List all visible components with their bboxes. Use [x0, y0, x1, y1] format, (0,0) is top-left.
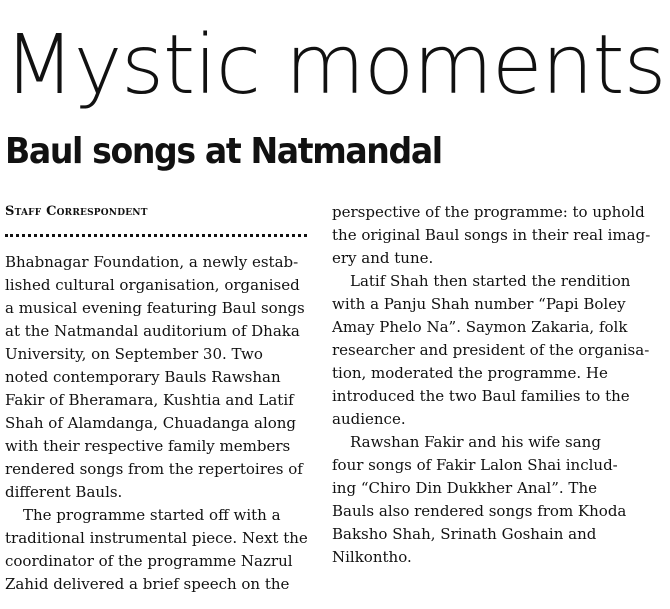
text-line: ing “Chiro Din Dukkher Anal”. The: [332, 479, 597, 497]
article-column-right: [332, 201, 654, 569]
dotted-divider: [5, 234, 307, 237]
text-line: ery and tune.: [332, 249, 434, 267]
text-line: Nilkontho.: [332, 548, 412, 566]
text-line: at the Natmandal auditorium of Dhaka: [5, 322, 300, 340]
text-line: introduced the two Baul families to the: [332, 387, 630, 405]
text-line: University, on September 30. Two: [5, 345, 263, 363]
text-line: researcher and president of the organisa-: [332, 341, 650, 359]
paragraph-start-line: The programme started off with a: [23, 506, 281, 524]
article-body-left: [5, 251, 309, 596]
text-line: four songs of Fakir Lalon Shai includ-: [332, 456, 618, 474]
text-line: a musical evening featuring Baul songs: [5, 299, 305, 317]
text-line: audience.: [332, 410, 406, 428]
text-line: lished cultural organisation, organised: [5, 276, 300, 294]
text-line: Fakir of Bheramara, Kushtia and Latif: [5, 391, 294, 409]
text-line: Zahid delivered a brief speech on the: [5, 575, 290, 593]
text-line: the original Baul songs in their real imag-: [332, 226, 651, 244]
text-line: with their respective family members: [5, 437, 291, 455]
text-line: Shah of Alamdanga, Chuadanga along: [5, 414, 297, 432]
text-line: traditional instrumental piece. Next the: [5, 529, 308, 547]
text-line: Bhabnagar Foundation, a newly estab-: [5, 253, 299, 271]
text-line: rendered songs from the repertoires of: [5, 460, 303, 478]
subheadline: Baul songs at Natmandal: [5, 131, 442, 172]
paragraph-start-line: Latif Shah then started the rendition: [350, 272, 631, 290]
text-line: Bauls also rendered songs from Khoda: [332, 502, 627, 520]
text-line: Amay Phelo Na”. Saymon Zakaria, folk: [332, 318, 628, 336]
text-line: perspective of the programme: to uphold: [332, 203, 645, 221]
text-line: noted contemporary Bauls Rawshan: [5, 368, 281, 386]
byline: Staff Correspondent: [5, 204, 148, 219]
text-line: coordinator of the programme Nazrul: [5, 552, 293, 570]
text-line: different Bauls.: [5, 483, 123, 501]
text-line: tion, moderated the programme. He: [332, 364, 608, 382]
headline: Mystic moments: [4, 18, 666, 113]
article-column-left: [5, 202, 309, 596]
paragraph-start-line: Rawshan Fakir and his wife sang: [350, 433, 601, 451]
text-line: with a Panju Shah number “Papi Boley: [332, 295, 626, 313]
text-line: Baksho Shah, Srinath Goshain and: [332, 525, 597, 543]
